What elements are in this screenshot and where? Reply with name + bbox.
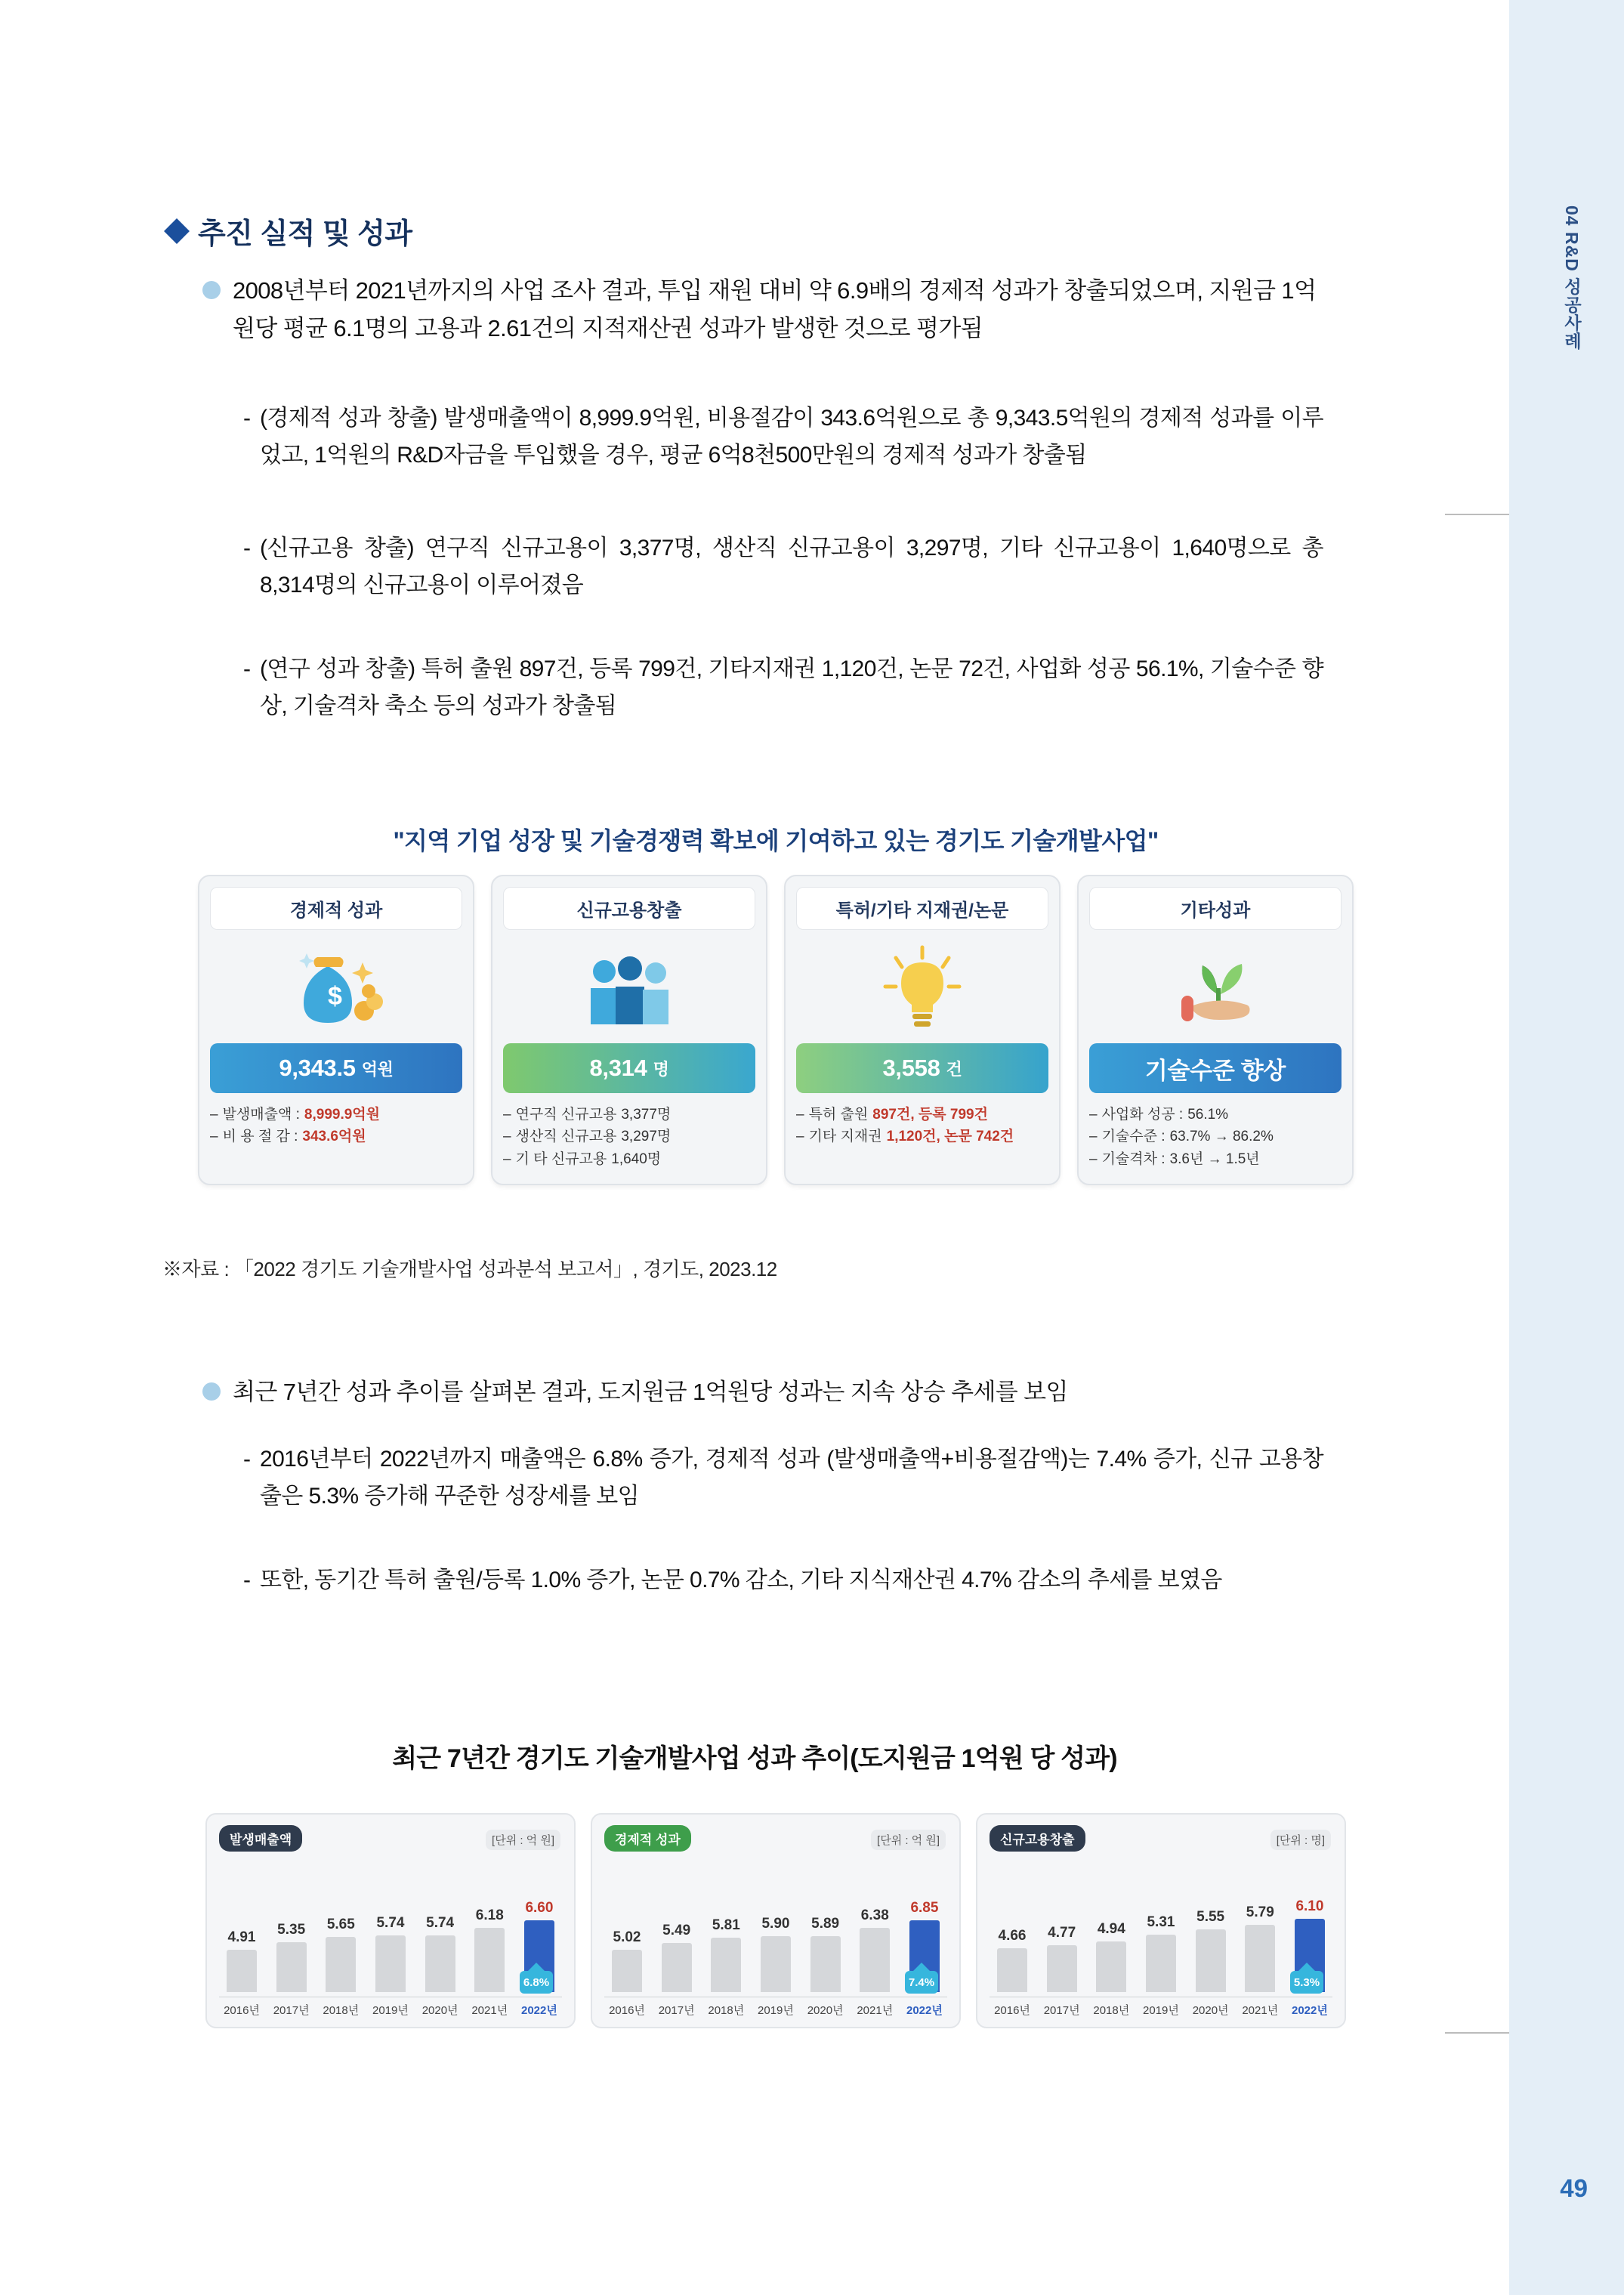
card-value-bar [503, 1043, 755, 1093]
card-value: 9,343.5 [279, 1055, 356, 1081]
bar-value: 5.90 [761, 1916, 790, 1932]
sub-text: 2016년부터 2022년까지 매출액은 6.8% 증가, 경제적 성과 (발생매출액+비용절감액)는 7.4% 증가, 신규 고용창출은 5.3% 증가해 꾸준한 성장세를 보임 [260, 1447, 1323, 1509]
card-value: 3,558 [882, 1055, 940, 1081]
card-value: 8,314 [589, 1055, 647, 1081]
bar [612, 1950, 642, 1992]
bar-column [1091, 1879, 1131, 1992]
axis-tick: 2022년 [521, 2004, 557, 2017]
bar-column [1191, 1879, 1230, 1992]
bullet-dot-icon [202, 1382, 221, 1401]
bullet-dot-icon [202, 281, 221, 299]
bar [1196, 1929, 1226, 1992]
sub-item [243, 1562, 1323, 1599]
chart-group [205, 1813, 1354, 2028]
bar-value: 5.79 [1246, 1904, 1274, 1920]
chart-plot [990, 1879, 1332, 1992]
chart-unit-label: [단위 : 명] [1270, 1830, 1331, 1850]
axis-tick: 2020년 [807, 2004, 844, 2017]
bar [662, 1943, 692, 1992]
infographic-title: "지역 기업 성장 및 기술경쟁력 확보에 기여하고 있는 경기도 기술개발사업" [393, 827, 1159, 854]
chart-axis [604, 1997, 947, 2018]
sub-text: (연구 성과 창출) 특허 출원 897건, 등록 799건, 기타지재권 1,120건, 논문 72건, 사업화 성공 56.1%, 기술수준 향상, 기술격차 축소 등의 성과가 창출됨 [260, 656, 1323, 718]
sub-item [243, 651, 1323, 724]
card-value-bar [210, 1043, 462, 1093]
money-bag-icon [210, 930, 462, 1043]
bar-value: 4.91 [227, 1929, 256, 1945]
note-value: 3,297명 [621, 1129, 672, 1145]
note-value: 8,999.9억원 [304, 1107, 381, 1123]
bar [711, 1938, 741, 1992]
axis-tick: 2020년 [1192, 2004, 1229, 2017]
card-notes: – 특허 출원 897건, 등록 799건 – 기타 지재권 1,120건, 논문 742건 [796, 1104, 1048, 1148]
bar-column [371, 1879, 410, 1992]
bar [1096, 1941, 1126, 1992]
bar-column [470, 1879, 509, 1992]
bar [1245, 1925, 1275, 1992]
note-value: 897건, 등록 799건 [872, 1107, 988, 1123]
bar-column [321, 1879, 360, 1992]
bar-column [1042, 1879, 1082, 1992]
note-label: 기술수준 : [1101, 1129, 1166, 1145]
bar [474, 1928, 505, 1992]
dash-marker: - [243, 536, 251, 561]
note-label: 사업화 성공 : [1101, 1107, 1184, 1123]
sprout-hand-icon [1089, 930, 1341, 1043]
card-value-bar [1089, 1043, 1341, 1093]
bar-column [806, 1879, 845, 1992]
card-notes: – 발생매출액 : 8,999.9억원 – 비 용 절 감 : 343.6억원 [210, 1104, 462, 1148]
axis-tick: 2021년 [1242, 2004, 1279, 2017]
note-label: 기타 지재권 [808, 1129, 882, 1145]
source-note: ※자료 : 「2022 경기도 기술개발사업 성과분석 보고서」, 경기도, 2023.12 [162, 1258, 777, 1280]
bar-column [756, 1879, 795, 1992]
bar-column [1240, 1879, 1280, 1992]
side-band-label: 04 R&D 성공사례 [1562, 205, 1582, 351]
bar-value: 5.31 [1147, 1914, 1175, 1930]
bar [810, 1936, 841, 1992]
infographic-card [491, 875, 767, 1185]
diamond-icon [164, 218, 190, 244]
bar-column [272, 1879, 311, 1992]
bar-value: 5.74 [376, 1915, 405, 1931]
bar-value: 6.10 [1295, 1898, 1324, 1914]
bar-column [607, 1879, 647, 1992]
bar-column [993, 1879, 1032, 1992]
axis-tick: 2022년 [1292, 2004, 1328, 2017]
bar-value: 5.89 [811, 1916, 840, 1932]
section-heading [168, 210, 412, 252]
bullet-item [202, 272, 1320, 347]
axis-tick: 2022년 [906, 2004, 943, 2017]
chart-card-sales [205, 1813, 576, 2028]
bar-value: 6.85 [910, 1900, 939, 1916]
card-unit: 명 [653, 1059, 669, 1079]
bar [1047, 1945, 1077, 1992]
sub-item [243, 1441, 1323, 1515]
growth-badge: 5.3% [1290, 1971, 1323, 1994]
page-number: 49 [1560, 2174, 1588, 2202]
card-value: 기술수준 향상 [1144, 1057, 1286, 1084]
dash-marker: - [243, 406, 251, 431]
bullet-item [202, 1373, 1320, 1411]
growth-badge: 6.8% [520, 1971, 553, 1994]
chart-plot [604, 1879, 947, 1992]
bar-value: 5.02 [613, 1929, 641, 1945]
bar-value: 5.35 [277, 1922, 306, 1938]
bar-value: 5.81 [712, 1917, 740, 1933]
axis-tick: 2016년 [994, 2004, 1030, 2017]
card-notes: – 연구직 신규고용 3,377명 – 생산직 신규고용 3,297명 – 기 타 신규고용 1,640명 [503, 1104, 755, 1170]
note-value: 1,640명 [611, 1151, 662, 1167]
note-value: 1,120건, 논문 742건 [886, 1129, 1014, 1145]
note-label: 기술격차 : [1101, 1151, 1166, 1167]
card-title: 기타성과 [1089, 887, 1341, 930]
svg-text:$: $ [328, 982, 342, 1011]
infographic-card [1077, 875, 1354, 1185]
note-label: 연구직 신규고용 [515, 1107, 617, 1123]
infographic-card [198, 875, 474, 1185]
note-value: 63.7% → 86.2% [1169, 1129, 1274, 1145]
axis-tick: 2021년 [471, 2004, 508, 2017]
dash-marker: - [243, 1568, 251, 1592]
note-label: 비 용 절 감 : [222, 1129, 298, 1145]
bar-value: 5.74 [426, 1915, 455, 1931]
bar [1146, 1935, 1176, 1992]
note-label: 생산직 신규고용 [515, 1129, 617, 1145]
note-label: 기 타 신규고용 [515, 1151, 607, 1167]
bar [227, 1950, 257, 1992]
dash-marker: - [243, 1447, 251, 1472]
chart-unit-label: [단위 : 억 원] [871, 1830, 946, 1850]
bar-value: 5.55 [1196, 1909, 1225, 1925]
chart-card-economic [591, 1813, 961, 2028]
chart-unit-label: [단위 : 억 원] [486, 1830, 560, 1850]
axis-tick: 2017년 [1043, 2004, 1080, 2017]
axis-tick: 2016년 [224, 2004, 260, 2017]
bar-value: 6.38 [860, 1907, 889, 1923]
note-value: 3,377명 [621, 1107, 672, 1123]
bar [997, 1948, 1027, 1992]
page-title: 추진 실적 및 성과 [198, 218, 412, 250]
card-title: 신규고용창출 [503, 887, 755, 930]
card-value-bar [796, 1043, 1048, 1093]
sub-item [243, 530, 1323, 604]
axis-tick: 2017년 [273, 2004, 310, 2017]
axis-tick: 2018년 [323, 2004, 360, 2017]
bar [326, 1937, 356, 1992]
people-icon [503, 930, 755, 1043]
card-title: 특허/기타 지재권/논문 [796, 887, 1048, 930]
chart-card-employment [976, 1813, 1346, 2028]
bar [425, 1935, 455, 1992]
axis-tick: 2021년 [857, 2004, 894, 2017]
bullet-text: 최근 7년간 성과 추이를 살펴본 결과, 도지원금 1억원당 성과는 지속 상승 추세를 보임 [233, 1379, 1068, 1405]
infographic [198, 822, 1354, 1185]
bar-column [706, 1879, 746, 1992]
note-value: 343.6억원 [302, 1129, 366, 1145]
bar [860, 1928, 890, 1992]
axis-tick: 2019년 [372, 2004, 409, 2017]
bar-value: 5.49 [662, 1923, 691, 1938]
axis-tick: 2017년 [658, 2004, 695, 2017]
card-unit: 건 [946, 1059, 962, 1079]
axis-tick: 2019년 [758, 2004, 794, 2017]
bar-value: 6.60 [525, 1900, 554, 1916]
sub-item [243, 400, 1323, 474]
bar-value: 6.18 [475, 1907, 504, 1923]
chart-plot [219, 1879, 562, 1992]
bar-value: 4.77 [1048, 1925, 1076, 1941]
card-title: 경제적 성과 [210, 887, 462, 930]
chart-axis [990, 1997, 1332, 2018]
sub-text: (신규고용 창출) 연구직 신규고용이 3,377명, 생산직 신규고용이 3,297명, 기타 신규고용이 1,640명으로 총 8,314명의 신규고용이 이루어졌음 [260, 536, 1323, 598]
infographic-card [784, 875, 1061, 1185]
axis-tick: 2018년 [708, 2004, 745, 2017]
axis-tick: 2019년 [1143, 2004, 1179, 2017]
axis-tick: 2018년 [1093, 2004, 1130, 2017]
note-label: 특허 출원 [808, 1107, 869, 1123]
sub-text: (경제적 성과 창출) 발생매출액이 8,999.9억원, 비용절감이 343.6억원으로 총 9,343.5억원의 경제적 성과를 이루었고, 1억원의 R&D자금을 투입했을 경우, 평균 6억8천500만원의 경제적 성과가 창출됨 [260, 406, 1323, 468]
bar-column [657, 1879, 696, 1992]
card-notes: – 사업화 성공 : 56.1% – 기술수준 : 63.7% → 86.2% – 기술격차 : 3.6년 → 1.5년 [1089, 1104, 1341, 1170]
growth-badge: 7.4% [905, 1971, 938, 1994]
bar [761, 1936, 791, 1992]
bar-column [855, 1879, 894, 1992]
note-value: 56.1% [1187, 1107, 1229, 1123]
infographic-cards [198, 875, 1354, 1185]
dash-marker: - [243, 656, 251, 681]
bar-column [1141, 1879, 1181, 1992]
chart-tag: 경제적 성과 [604, 1825, 691, 1852]
sub-text: 또한, 동기간 특허 출원/등록 1.0% 증가, 논문 0.7% 감소, 기타 지식재산권 4.7% 감소의 추세를 보였음 [260, 1568, 1222, 1592]
bar [375, 1935, 406, 1992]
note-label: 발생매출액 : [222, 1107, 300, 1123]
chart-tag: 발생매출액 [219, 1825, 302, 1852]
bar [276, 1942, 307, 1992]
axis-tick: 2016년 [609, 2004, 645, 2017]
bar-column [421, 1879, 460, 1992]
note-value: 3.6년 → 1.5년 [1169, 1151, 1260, 1167]
bar-value: 4.94 [1097, 1921, 1125, 1937]
chart-tag: 신규고용창출 [990, 1825, 1085, 1852]
chart-axis [219, 1997, 562, 2018]
lightbulb-icon [796, 930, 1048, 1043]
bar-value: 5.65 [326, 1917, 355, 1932]
bar-column [222, 1879, 261, 1992]
chart-section-title: 최근 7년간 경기도 기술개발사업 성과 추이(도지원금 1억원 당 성과) [392, 1744, 1117, 1773]
axis-tick: 2020년 [421, 2004, 458, 2017]
bar-value: 4.66 [998, 1928, 1027, 1944]
bullet-text: 2008년부터 2021년까지의 사업 조사 결과, 투입 재원 대비 약 6.9배의 경제적 성과가 창출되었으며, 지원금 1억 원당 평균 6.1명의 고용과 2.61건의 지적재산권 성과가 발생한 것으로 평가됨 [233, 277, 1317, 342]
card-unit: 억원 [361, 1059, 394, 1079]
